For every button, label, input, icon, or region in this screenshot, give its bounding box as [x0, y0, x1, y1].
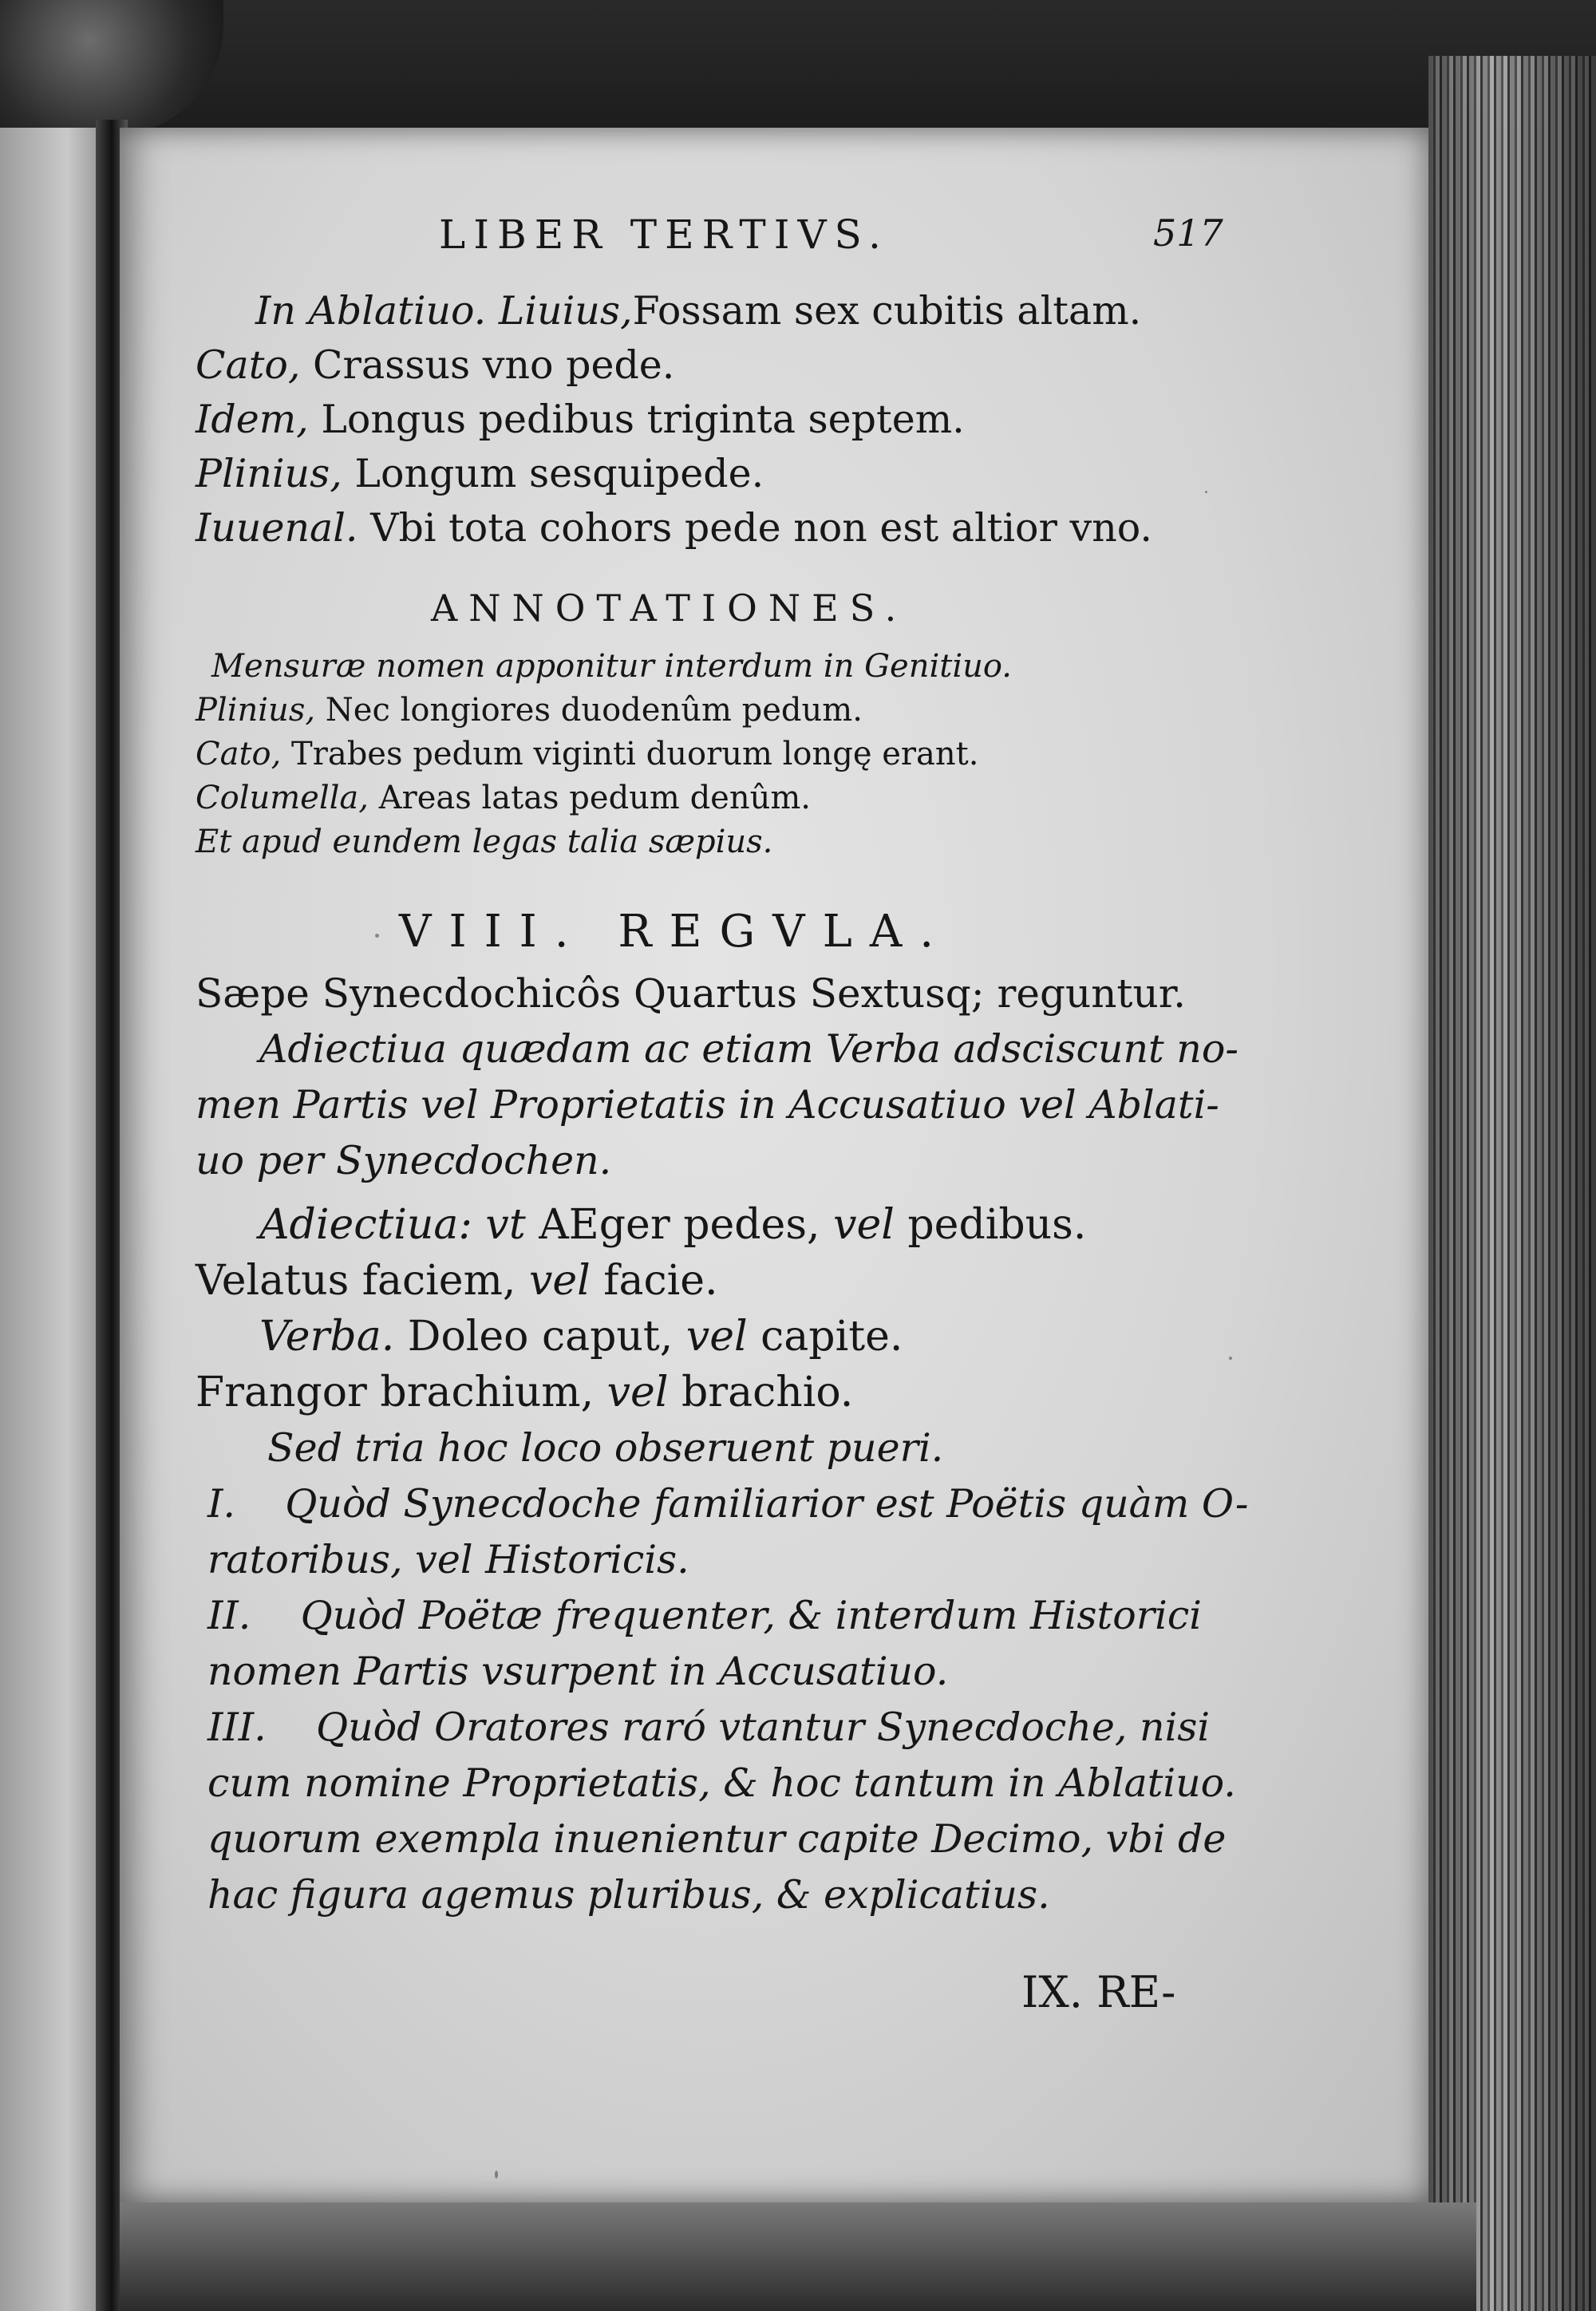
example-line: Verba. Doleo caput, vel capite.	[259, 1313, 903, 1361]
text-line: Idem, Longus pedibus triginta septem.	[196, 397, 965, 442]
book-page	[120, 128, 1428, 2202]
folio-number: 517	[1153, 211, 1223, 255]
annotation-line: Et apud eundem legas talia sæpius.	[196, 824, 773, 860]
scan-speck	[1205, 491, 1207, 493]
rule-text-line: uo per Synecdochen.	[196, 1138, 612, 1183]
point-line: quorum exempla inuenientur capite Decimo, vbi de	[207, 1816, 1227, 1862]
point-line: III. Quòd Oratores raró vtantur Synecdoche, nisi	[207, 1705, 1211, 1750]
rule-text-line: men Partis vel Proprietatis in Accusatiuo vel Ablati-	[196, 1082, 1219, 1128]
annotation-line: Mensuræ nomen apponitur interdum in Genitiuo.	[211, 648, 1013, 685]
example-line: Frangor brachium, vel brachio.	[196, 1369, 854, 1416]
annotation-line: Plinius, Nec longiores duodenûm pedum.	[196, 692, 863, 729]
example-line: Velatus faciem, vel facie.	[196, 1257, 718, 1305]
scan-speck	[375, 934, 379, 938]
point-line: I. Quòd Synecdoche familiarior est Poëtis quàm O-	[207, 1481, 1249, 1527]
annotationes-heading: ANNOTATIONES.	[431, 587, 908, 630]
rule-verse: Sæpe Synecdochicôs Quartus Sextusq; reguntur.	[196, 970, 1186, 1017]
annotation-line: Columella, Areas latas pedum denûm.	[196, 780, 812, 816]
text-line: In Ablatiuo. Liuius,Fossam sex cubitis altam.	[255, 288, 1142, 334]
page-text	[120, 128, 1428, 2202]
point-line: II. Quòd Poëtæ frequenter, & interdum Historici	[207, 1593, 1202, 1638]
text-line: Plinius, Longum sesquipede.	[196, 451, 764, 496]
point-line: hac figura agemus pluribus, & explicatius.	[207, 1872, 1050, 1918]
facing-page-edge	[0, 128, 112, 2311]
running-head: LIBER TERTIVS.	[439, 211, 889, 258]
text-line: Cato, Crassus vno pede.	[196, 342, 675, 388]
scan-top-edge	[0, 0, 1596, 128]
annotation-line: Cato, Trabes pedum viginti duorum longę erant.	[196, 736, 979, 772]
example-line: Adiectiua: vt AEger pedes, vel pedibus.	[259, 1201, 1087, 1249]
fore-edge-shadow	[1428, 56, 1596, 2311]
rule-text-line: Adiectiua quædam ac etiam Verba adsciscunt no-	[259, 1026, 1238, 1072]
text-line: Iuuenal. Vbi tota cohors pede non est altior vno.	[196, 505, 1153, 551]
observe-line: Sed tria hoc loco obseruent pueri.	[267, 1425, 944, 1471]
scan-speck	[1229, 1357, 1232, 1360]
regula-heading: VIII. REGVLA.	[399, 906, 952, 958]
scan-speck	[495, 2171, 498, 2179]
page-bottom-edge	[120, 2202, 1476, 2311]
catchword: IX. RE-	[1021, 1967, 1176, 2017]
point-line: nomen Partis vsurpent in Accusatiuo.	[207, 1649, 949, 1694]
point-line: cum nomine Proprietatis, & hoc tantum in Ablatiuo.	[207, 1760, 1236, 1806]
point-line: ratoribus, vel Historicis.	[207, 1537, 689, 1582]
